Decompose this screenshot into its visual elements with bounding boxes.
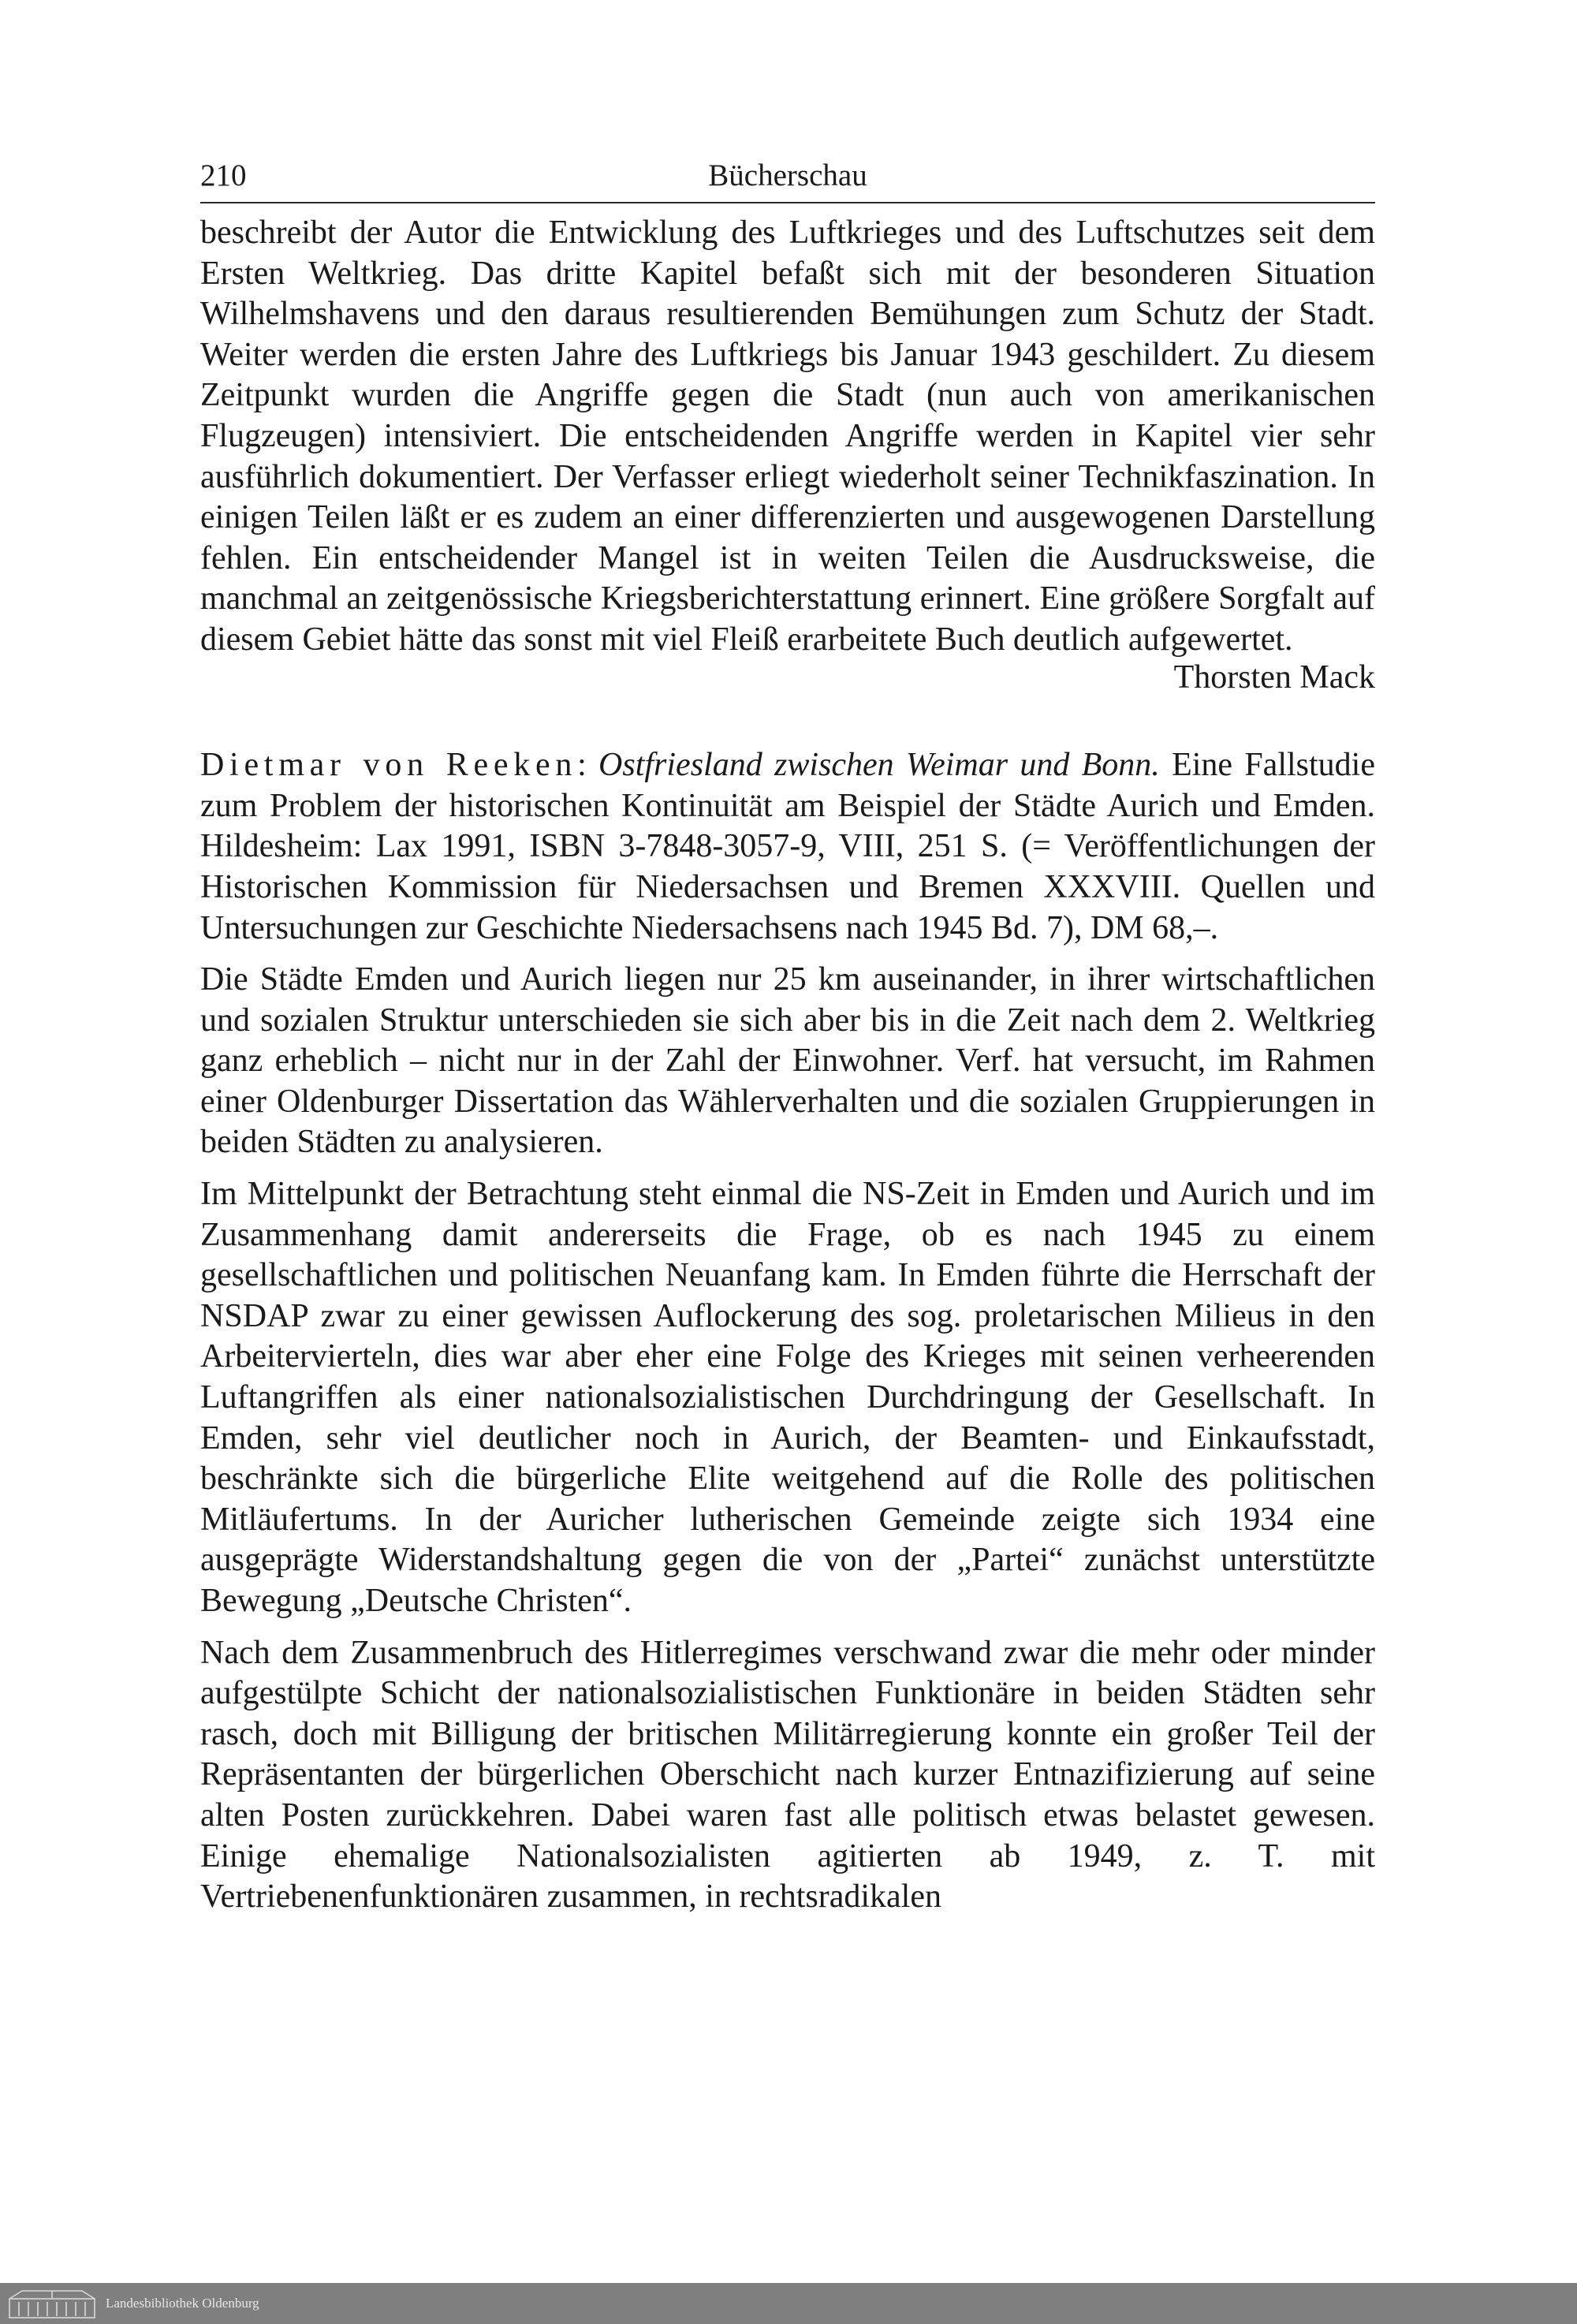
author-separator: : bbox=[577, 747, 599, 784]
review-paragraph: Nach dem Zusammenbruch des Hitlerregimes verschwand zwar die mehr oder minder aufgestülpte Schicht der nationalsozialistischen Funktionäre in beiden Städten sehr rasch, doch mit Billigung der britischen Militärregierung konnte ein großer Teil der Repräsentanten der bürgerlichen Oberschicht nach kurzer Entnazifizierung auf seine alten Posten zurückkehren. Dabei waren fast alle politisch etwas belastet gewesen. Einige ehemalige Nationalsozialisten agitierten ab 1949, z. T. mit Vertriebenenfunktionären zusammen, in rechtsradikalen bbox=[200, 1634, 1375, 1916]
page-number: 210 bbox=[200, 159, 247, 192]
library-name: Landesbibliothek Oldenburg bbox=[106, 2296, 259, 2311]
section-title: Bücherschau bbox=[708, 159, 867, 192]
review-body bbox=[200, 960, 1375, 1918]
review-paragraph: Die Städte Emden und Aurich liegen nur 25 km auseinander, in ihrer wirtschaftlichen und sozialen Struktur unterschieden sie sich aber bis in die Zeit nach dem 2. Weltkrieg ganz erheblich – nicht nur in der Zahl der Einwohner. Verf. hat versucht, im Rahmen einer Oldenburger Dissertation das Wählerverhalten und die sozialen Gruppierungen in beiden Städten zu analysieren. bbox=[200, 961, 1375, 1161]
library-building-icon bbox=[8, 2288, 96, 2319]
previous-review bbox=[200, 213, 1375, 698]
review-paragraph: Im Mittelpunkt der Betrachtung steht einmal die NS-Zeit in Emden und Aurich und im Zusammenhang damit andererseits die Frage, ob es nach 1945 zu einem gesellschaftlichen und politischen Neuanfang kam. In Emden führte die Herrschaft der NSDAP zwar zu einer gewissen Auflockerung des sog. proletarischen Milieus in den Arbeitervierteln, dies war aber eher eine Folge des Krieges mit seinen verheerenden Luftangriffen als einer nationalsozialistischen Durchdringung der Gesellschaft. In Emden, sehr viel deutlicher noch in Aurich, der Beamten- und Einkaufsstadt, beschränkte sich die bürgerliche Elite weitgehend auf die Rolle des politischen Mitläufertums. In der Auricher lutherischen Gemeinde zeigte sich 1934 eine ausgeprägte Widerstandshaltung gegen die von der „Partei“ zunächst unterstützte Bewegung „Deutsche Christen“. bbox=[200, 1176, 1375, 1619]
reviewer-signature: Thorsten Mack bbox=[1173, 658, 1375, 696]
book-title: Ostfriesland zwischen Weimar und Bonn. bbox=[598, 747, 1160, 784]
book-page bbox=[200, 150, 1375, 1918]
book-review bbox=[200, 745, 1375, 1918]
library-footer-bar bbox=[0, 2283, 1577, 2324]
previous-review-text: beschreibt der Autor die Entwicklung des Luftkrieges und des Luftschutzes seit dem Ersten Weltkrieg. Das dritte Kapitel befaßt sich mit der besonderen Situation Wilhelmshavens und den daraus resultierenden Bemühungen zum Schutz der Stadt. Weiter werden die ersten Jahre des Luftkriegs bis Januar 1943 geschildert. Zu diesem Zeitpunkt wurden die Angriffe gegen die Stadt (nun auch von amerikanischen Flugzeugen) intensiviert. Die entscheidenden Angriffe werden in Kapitel vier sehr ausführlich dokumentiert. Der Verfasser erliegt wiederholt seiner Technikfaszination. In einigen Teilen läßt er es zudem an einer differenzierten und ausgewogenen Darstellung fehlen. Ein entscheidender Mangel ist in weiten Teilen die Ausdrucksweise, die manchmal an zeitgenössische Kriegsberichterstattung erinnert. Eine größere Sorgfalt auf diesem Gebiet hätte das sonst mit viel Fleiß erarbeitete Buch deutlich aufgewertet. bbox=[200, 214, 1375, 658]
review-author: Dietmar von Reeken bbox=[200, 747, 578, 784]
running-head bbox=[200, 150, 1375, 203]
bibliographic-entry bbox=[200, 745, 1375, 949]
bibliography-details: Eine Fallstudie zum Problem der historischen Kontinuität am Beispiel der Städte Aurich und Emden. Hildesheim: Lax 1991, ISBN 3-7848-3057-9, VIII, 251 S. (= Veröffentlichungen der Historischen Kommission für Niedersachsen und Bremen XXXVIII. Quellen und Untersuchungen zur Geschichte Niedersachsens nach 1945 Bd. 7), DM 68,–. bbox=[200, 747, 1375, 946]
